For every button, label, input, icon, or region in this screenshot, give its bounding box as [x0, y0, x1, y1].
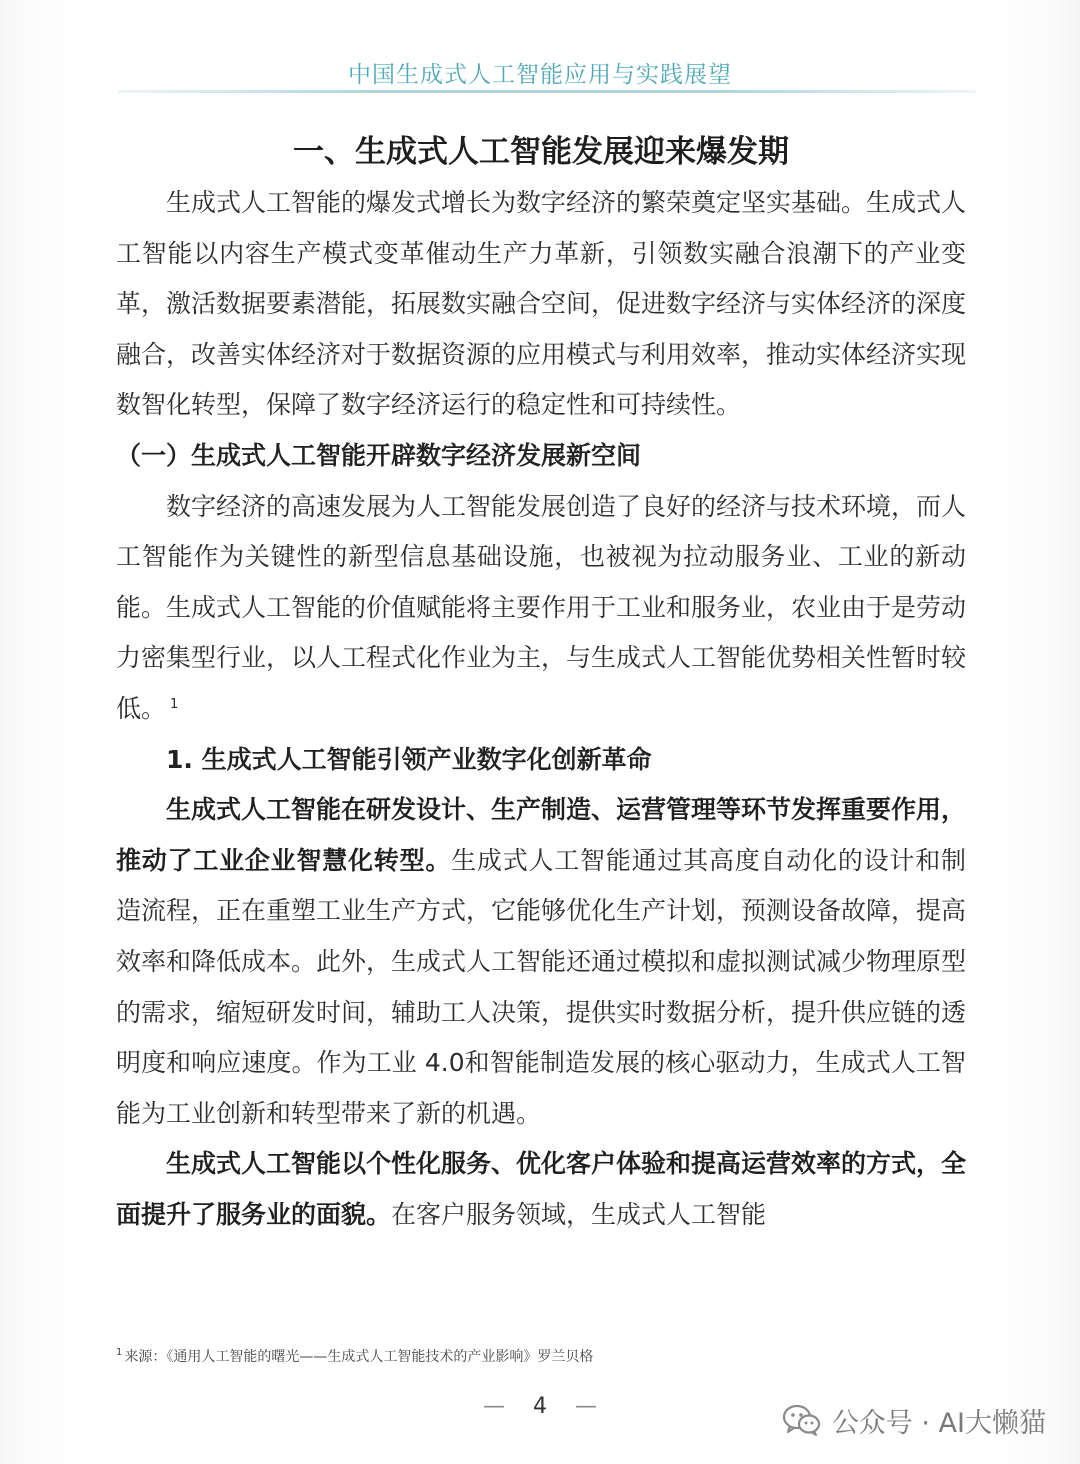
paragraph-4-lead: 生成式人工智能以个性化服务、优化客户体验和提高运营效率的方式，全面提升了服务业的面貌。 — [116, 1149, 967, 1229]
page-number-dash-right: — — [575, 1394, 597, 1419]
paragraph-4-text: 在客户服务领域，生成式人工智能 — [391, 1199, 767, 1229]
paragraph-3 — [116, 785, 966, 1139]
subsection-heading: （一）生成式人工智能开辟数字经济发展新空间 — [116, 440, 642, 470]
watermark — [782, 1400, 1046, 1440]
paragraph-3-text: 生成式人工智能通过其高度自动化的设计和制造流程，正在重塑工业生产方式，它能够优化生产计划，预测设备故障，提高效率和降低成本。此外，生成式人工智能还通过模拟和虚拟测试减少物理原型的需求，缩短研发时间，辅助工人决策，提供实时数据分析，提升供应链的透明度和响应速度。作为工业 4.0和智能制造发展的核心驱动力，生成式人工智能为工业创新和转型带来了新的机遇。 — [116, 845, 967, 1128]
header-rule — [118, 90, 976, 93]
paragraph-2-text: 数字经济的高速发展为人工智能发展创造了良好的经济与技术环境，而人工智能作为关键性的新型信息基础设施，也被视为拉动服务业、工业的新动能。生成式人工智能的价值赋能将主要作用于工业和服务业，农业由于是劳动力密集型行业，以人工程式化作业为主，与生成式人工智能优势相关性暂时较低。 — [116, 491, 967, 723]
page-number-dash-left: — — [483, 1394, 505, 1419]
paragraph-3-lead: 生成式人工智能在研发设计、生产制造、运营管理等环节发挥重要作用，推动了工业企业智慧化转型。 — [116, 795, 967, 875]
footnote — [116, 1347, 976, 1367]
wechat-icon — [782, 1403, 822, 1437]
footnote-text: 来源：《通用人工智能的曙光——生成式人工智能技术的产业影响》罗兰贝格 — [124, 1349, 594, 1365]
page-content — [116, 126, 966, 1240]
paragraph-2 — [116, 482, 966, 735]
page-number-value: 4 — [533, 1394, 547, 1419]
footnote-mark: 1 — [116, 1347, 123, 1359]
watermark-text: 公众号 · AI大懒猫 — [831, 1407, 1046, 1439]
section-title: 一、生成式人工智能发展迎来爆发期 — [293, 134, 789, 170]
footnote-reference[interactable]: 1 — [170, 696, 179, 712]
subsubsection-heading: 1. 生成式人工智能引领产业数字化创新革命 — [166, 744, 652, 774]
paragraph-4 — [116, 1139, 966, 1240]
paragraph-1: 生成式人工智能的爆发式增长为数字经济的繁荣奠定坚实基础。生成式人工智能以内容生产模式变革催动生产力革新，引领数实融合浪潮下的产业变革，激活数据要素潜能，拓展数实融合空间，促进数字经济与实体经济的深度融合，改善实体经济对于数据资源的应用模式与利用效率，推动实体经济实现数智化转型，保障了数字经济运行的稳定性和可持续性。 — [116, 188, 967, 420]
running-header: 中国生成式人工智能应用与实践展望 — [348, 62, 732, 88]
